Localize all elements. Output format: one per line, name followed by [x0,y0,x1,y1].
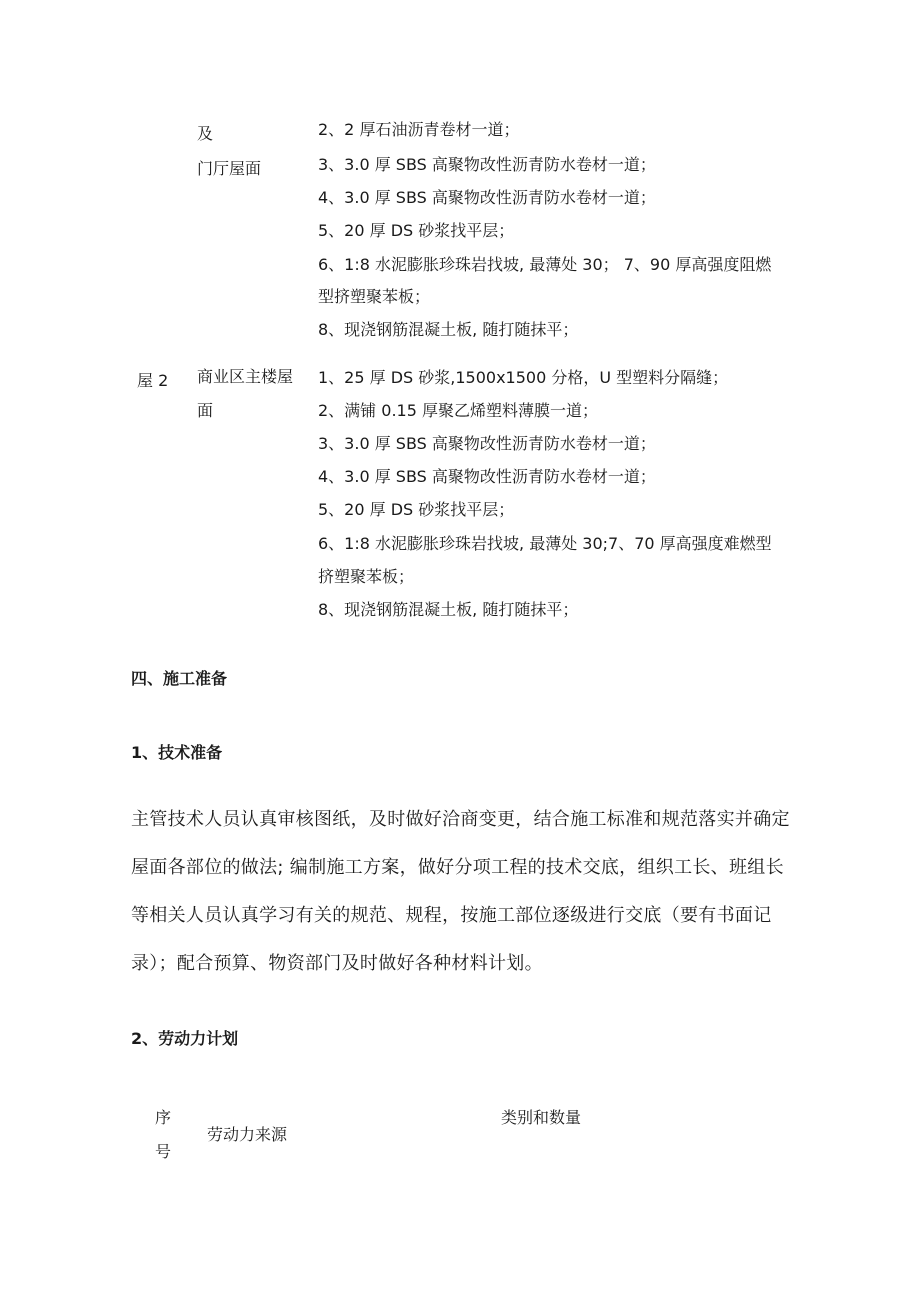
labor-col-category: 类别和数量 [501,1108,582,1127]
row2-step: 6、1:8 水泥膨胀珍珠岩找坡, 最薄处 30;7、70 厚高强度难燃型 [318,534,772,553]
row2-location-line-1: 商业区主楼屋 [197,367,294,386]
row1-location-line-2: 门厅屋面 [197,159,262,178]
row1-step: 5、20 厚 DS 砂浆找平层； [318,221,515,240]
row2-step: 8、现浇钢筋混凝土板, 随打随抹平； [318,600,579,619]
row2-step: 挤塑聚苯板； [318,567,415,586]
row1-location-line-1: 及 [197,124,214,143]
row1-step: 型挤塑聚苯板； [318,287,431,306]
row2-step: 5、20 厚 DS 砂浆找平层； [318,500,515,519]
labor-col-seq-line-2: 号 [155,1142,172,1161]
row2-step: 3、3.0 厚 SBS 高聚物改性沥青防水卷材一道； [318,434,656,453]
row1-step: 3、3.0 厚 SBS 高聚物改性沥青防水卷材一道； [318,155,656,174]
row2-step: 4、3.0 厚 SBS 高聚物改性沥青防水卷材一道； [318,467,656,486]
labor-col-source: 劳动力来源 [207,1125,288,1144]
row2-location-line-2: 面 [197,401,214,420]
sub2-heading: 2、劳动力计划 [131,1029,239,1048]
sub1-heading: 1、技术准备 [131,743,223,762]
labor-col-seq-line-1: 序 [155,1108,172,1127]
row1-step: 8、现浇钢筋混凝土板, 随打随抹平； [318,320,579,339]
row2-code: 屋 2 [137,371,169,390]
row1-step: 2、2 厚石油沥青卷材一道； [318,120,520,139]
sub1-paragraph-line: 主管技术人员认真审核图纸，及时做好洽商变更，结合施工标准和规范落实并确定 [131,809,790,830]
sub1-paragraph-line: 屋面各部位的做法; 编制施工方案，做好分项工程的技术交底，组织工长、班组长 [131,857,784,878]
sub1-paragraph-line: 等相关人员认真学习有关的规范、规程，按施工部位逐级进行交底（要有书面记 [131,905,772,926]
row2-step: 1、25 厚 DS 砂浆,1500x1500 分格，U 型塑料分隔缝； [318,368,729,387]
sub1-paragraph-line: 录）；配合预算、物资部门及时做好各种材料计划。 [131,953,543,974]
row1-step: 4、3.0 厚 SBS 高聚物改性沥青防水卷材一道； [318,188,656,207]
row2-step: 2、满铺 0.15 厚聚乙烯塑料薄膜一道； [318,401,598,420]
row1-step: 6、1:8 水泥膨胀珍珠岩找坡, 最薄处 30； 7、90 厚高强度阻燃 [318,255,772,274]
section4-heading: 四、施工准备 [131,669,228,688]
